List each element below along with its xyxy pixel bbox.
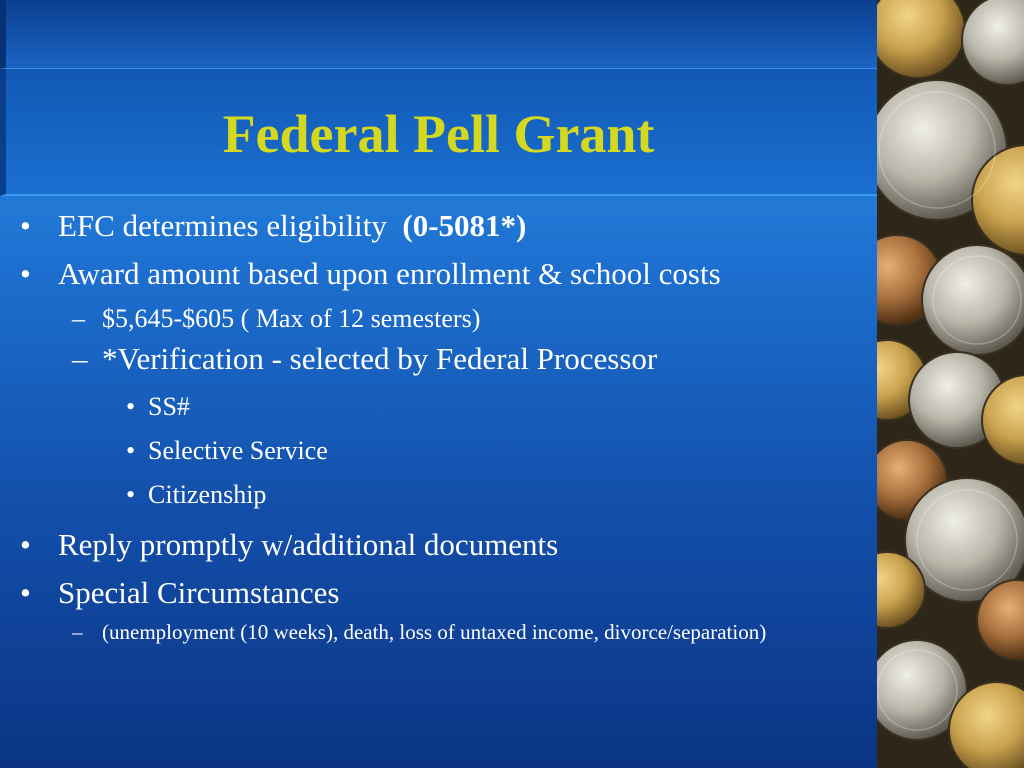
coin (922, 245, 1024, 355)
efc-range: (0-5081*) (402, 208, 527, 243)
slide-title: Federal Pell Grant (222, 104, 655, 164)
verification-item-label: Citizenship (148, 480, 267, 509)
sub-verification (20, 339, 860, 379)
top-bar (0, 0, 877, 68)
coins-photo (877, 0, 1024, 768)
coins-illustration (877, 0, 1024, 768)
special-text: Special Circumstances (58, 575, 340, 610)
bullet-efc (20, 206, 860, 246)
dash-marker: – (72, 341, 88, 376)
bullet-marker: • (126, 392, 136, 421)
award-range: $5,645-$605 ( Max of 12 semesters) (102, 304, 481, 333)
bullet-award (20, 254, 860, 294)
verification-item-label: Selective Service (148, 436, 328, 465)
bullet-reply (20, 525, 860, 565)
award-text: Award amount based upon enrollment & school costs (58, 256, 721, 291)
bullet-marker: • (126, 436, 136, 465)
bullet-marker: • (20, 256, 31, 291)
verification-item (20, 478, 860, 511)
bullet-marker: • (20, 575, 31, 610)
bullet-marker: • (20, 527, 31, 562)
sub-special-detail (20, 619, 860, 646)
reply-text: Reply promptly w/additional documents (58, 527, 559, 562)
dash-marker: – (72, 304, 85, 333)
verification-item (20, 390, 860, 423)
verification-text: *Verification - selected by Federal Processor (102, 341, 658, 376)
efc-text: EFC determines eligibility (58, 208, 387, 243)
bullet-special (20, 573, 860, 613)
bullet-marker: • (20, 208, 31, 243)
bullet-marker: • (126, 480, 136, 509)
sub-award-range (20, 302, 860, 335)
verification-item (20, 434, 860, 467)
special-detail: (unemployment (10 weeks), death, loss of untaxed income, divorce/separation) (102, 620, 767, 644)
dash-marker: – (72, 620, 83, 644)
verification-item-label: SS# (148, 392, 190, 421)
bullet-list (20, 198, 860, 646)
